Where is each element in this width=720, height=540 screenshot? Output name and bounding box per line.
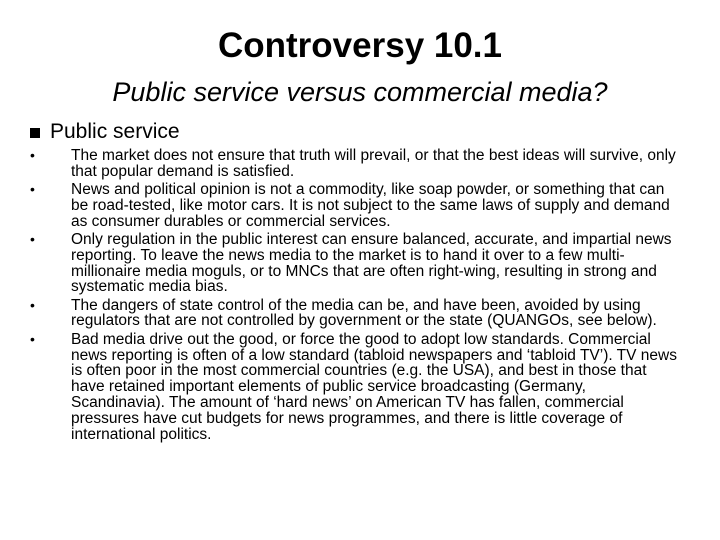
list-item bbox=[30, 332, 680, 443]
bullet-text: News and political opinion is not a commodity, like soap powder, or something that can be road-tested, like motor cars. It is not subject to the same laws of supply and demand as consumer durables or commercial services. bbox=[71, 181, 670, 230]
slide-title: Controversy 10.1 bbox=[217, 26, 503, 65]
list-item bbox=[30, 148, 680, 180]
bullet-list bbox=[30, 148, 680, 445]
bullet-text: Only regulation in the public interest can ensure balanced, accurate, and impartial news reporting. To leave the news media to the market is to hand it over to a few multi-millionaire media moguls, or to MNCs that are often right-wing, resulting in strong and systematic media bias. bbox=[71, 230, 672, 296]
bullet-icon: • bbox=[30, 147, 35, 163]
list-item bbox=[30, 298, 680, 330]
bullet-icon: • bbox=[30, 296, 35, 313]
bullet-text: Bad media drive out the good, or force the good to adopt low standards. Commercial news reporting is often of a low standard (tabloid newspapers and ‘tabloid TV’). TV news is often poor in the most commercial countries (e.g. the USA), and best in those that have retained important elements of public service broadcasting (Germany, Scandinavia). The amount of ‘hard news’ on American TV has fallen, commercial pressures have cut budgets for news programmes, and there is little coverage of international politics. bbox=[71, 330, 677, 443]
bullet-text: The dangers of state control of the media can be, and have been, avoided by using regulators that are not controlled by government or the state (QUANGOs, see below). bbox=[71, 296, 657, 330]
slide-subtitle: Public service versus commercial media? bbox=[112, 77, 608, 107]
section-heading-label: Public service bbox=[50, 120, 180, 143]
square-bullet-icon bbox=[30, 128, 40, 138]
list-item bbox=[30, 232, 680, 295]
list-item bbox=[30, 182, 680, 229]
bullet-icon: • bbox=[30, 230, 35, 247]
bullet-text: The market does not ensure that truth will prevail, or that the best ideas will survive, only that popular demand is satisfied. bbox=[71, 147, 676, 180]
section-heading bbox=[30, 119, 180, 145]
bullet-icon: • bbox=[30, 181, 35, 198]
bullet-icon: • bbox=[30, 330, 35, 347]
